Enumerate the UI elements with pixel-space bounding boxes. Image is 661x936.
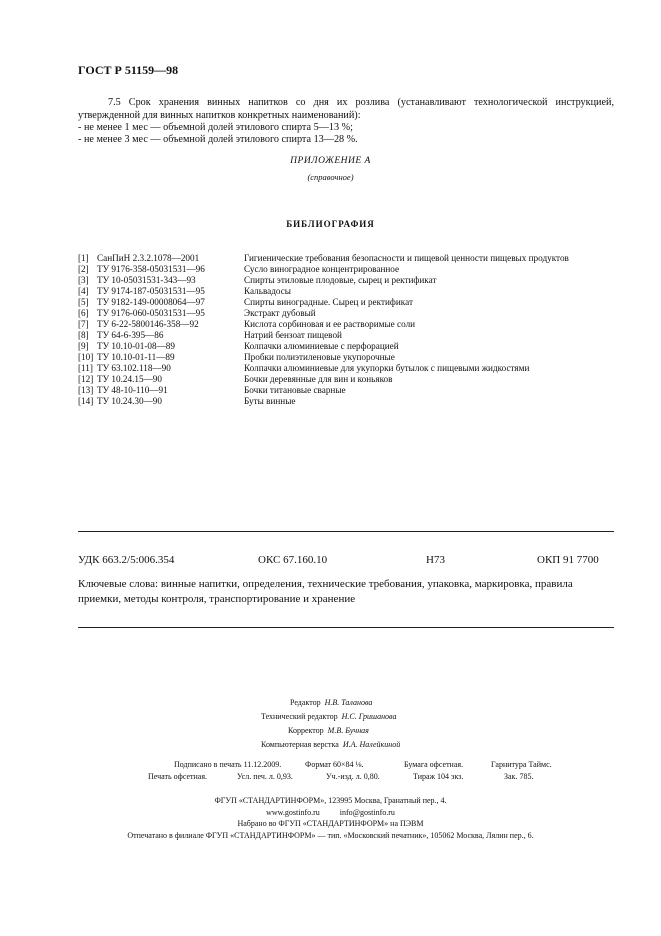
bibliography-code: ТУ 48-10-110—91 — [97, 385, 168, 395]
bibliography-code: ТУ 9176-358-05031531—96 — [97, 264, 205, 274]
bibliography-number: [5] — [78, 297, 89, 307]
bibliography-number: [1] — [78, 253, 89, 263]
print-run: Тираж 104 экз. — [413, 772, 464, 781]
bibliography-code: ТУ 10.24.30—90 — [97, 396, 162, 406]
bibliography-code: ТУ 6-22-5800146-358—92 — [97, 319, 199, 329]
appendix-note: (справочное) — [307, 172, 354, 182]
paragraph-7-5: 7.5 Срок хранения винных напитков со дня их розлива (устанавливают технологической инструкцией, утвержденной для винных напитков конкретных наименований): — [78, 97, 614, 121]
bibliography-title: Бочки титановые сварные — [244, 385, 346, 395]
bibliography-item — [78, 396, 614, 407]
bibliography-number: [14] — [78, 396, 94, 406]
udk-code: УДК 663.2/5:006.354 — [78, 554, 175, 566]
publisher-block — [0, 795, 661, 841]
okp-code: ОКП 91 7700 — [537, 554, 599, 566]
divider-bottom — [78, 627, 614, 628]
bibliography-number: [3] — [78, 275, 89, 285]
bibliography-item — [78, 319, 614, 330]
keywords: Ключевые слова: винные напитки, определения, технические требования, упаковка, маркировка, правила приемки, методы контроля, транспортирование и хранение — [78, 578, 573, 605]
bibliography-code: ТУ 64-6-395—86 — [97, 330, 164, 340]
bibliography-title: Гигиенические требования безопасности и пищевой ценности пищевых продуктов — [244, 253, 569, 263]
bibliography-item — [78, 352, 614, 363]
bullet-item: - не менее 3 мес — объемной долей этилового спирта 13—28 %. — [78, 134, 358, 145]
bibliography-number: [12] — [78, 374, 94, 384]
bibliography-number: [10] — [78, 352, 94, 362]
bibliography-number: [8] — [78, 330, 89, 340]
bibliography-item — [78, 363, 614, 374]
divider-top — [78, 531, 614, 532]
bibliography-code: ТУ 9176-060-05031531—95 — [97, 308, 205, 318]
bibliography-heading: БИБЛИОГРАФИЯ — [286, 219, 375, 229]
print-paper: Бумага офсетная. — [404, 760, 464, 769]
publisher-printed: Отпечатано в филиале ФГУП «СТАНДАРТИНФОРМ» — тип. «Московский печатник», 105062 Москва, Лялин пер., 6. — [127, 830, 534, 840]
bibliography-item — [78, 264, 614, 275]
bibliography-number: [4] — [78, 286, 89, 296]
bibliography-title: Колпачки алюминиевые для укупорки бутылок с пищевыми жидкостями — [244, 363, 530, 373]
bibliography-item — [78, 308, 614, 319]
bibliography-number: [6] — [78, 308, 89, 318]
bibliography-title: Натрий бензоат пищевой — [244, 330, 342, 340]
bibliography-item — [78, 341, 614, 352]
appendix-title: ПРИЛОЖЕНИЕ А — [290, 156, 371, 166]
bibliography-item — [78, 374, 614, 385]
print-typeface: Гарнитура Таймс. — [491, 760, 552, 769]
bibliography-title: Сусло виноградное концентрированное — [244, 264, 400, 274]
bibliography-code: ТУ 10.10-01-11—89 — [97, 352, 175, 362]
document-header: ГОСТ Р 51159—98 — [78, 63, 179, 77]
bibliography-item — [78, 286, 614, 297]
publisher-address: ФГУП «СТАНДАРТИНФОРМ», 123995 Москва, Гранатный пер., 4. — [214, 796, 447, 805]
bibliography-title: Экстракт дубовый — [244, 308, 316, 318]
bibliography-number: [9] — [78, 341, 89, 351]
bibliography-code: СанПиН 2.3.2.1078—2001 — [97, 253, 200, 263]
bibliography-title: Буты винные — [244, 396, 296, 406]
bibliography-title: Пробки полиэтиленовые укупорочные — [244, 352, 395, 362]
oks-code: ОКС 67.160.10 — [258, 554, 328, 566]
print-type: Печать офсетная. — [148, 772, 208, 781]
bibliography-list — [78, 253, 614, 407]
print-pub-sheets: Уч.-изд. л. 0,80. — [326, 772, 380, 781]
bibliography-code: ТУ 10.10-01-08—89 — [97, 341, 175, 351]
bibliography-item — [78, 330, 614, 341]
bibliography-code: ТУ 10.24.15—90 — [97, 374, 162, 384]
bibliography-number: [13] — [78, 385, 94, 395]
print-format: Формат 60×84 ⅛. — [305, 760, 364, 769]
bibliography-title: Бочки деревянные для вин и коньяков — [244, 374, 393, 384]
bibliography-title: Спирты этиловые плодовые, сырец и ректификат — [244, 275, 437, 285]
bibliography-title: Кислота сорбиновая и ее растворимые соли — [244, 319, 416, 329]
print-sheets: Усл. печ. л. 0,93. — [237, 772, 293, 781]
bibliography-title: Спирты виноградные. Сырец и ректификат — [244, 297, 413, 307]
bibliography-code: ТУ 10-05031531-343—93 — [97, 275, 196, 285]
bibliography-number: [7] — [78, 319, 89, 329]
credit-layout: Компьютерная верстка И.А. Налейкиной — [261, 740, 401, 749]
publisher-web: www.gostinfo.ru info@gostinfo.ru — [266, 807, 395, 817]
bibliography-code: ТУ 9174-187-05031531—95 — [97, 286, 205, 296]
bibliography-item — [78, 253, 614, 264]
group-code: Н73 — [426, 554, 445, 566]
bibliography-item — [78, 275, 614, 286]
bibliography-number: [2] — [78, 264, 89, 274]
credit-proofreader: Корректор М.В. Бучная — [288, 726, 369, 735]
credit-tech-editor: Технический редактор Н.С. Гришанова — [261, 712, 397, 721]
print-order: Зак. 785. — [504, 772, 534, 781]
bullet-item: - не менее 1 мес — объемной долей этилового спирта 5—13 %; — [78, 122, 353, 133]
bibliography-title: Колпачки алюминиевые с перфорацией — [244, 341, 399, 351]
bibliography-number: [11] — [78, 363, 93, 373]
print-signed: Подписано в печать 11.12.2009. — [174, 760, 282, 769]
bibliography-item — [78, 385, 614, 396]
bibliography-code: ТУ 9182-149-00008064—97 — [97, 297, 205, 307]
credit-editor: Редактор Н.В. Таланова — [290, 698, 373, 707]
bibliography-title: Кальвадосы — [244, 286, 291, 296]
bibliography-code: ТУ 63.102.118—90 — [97, 363, 171, 373]
publisher-typeset: Набрано во ФГУП «СТАНДАРТИНФОРМ» на ПЭВМ — [237, 819, 424, 828]
bibliography-item — [78, 297, 614, 308]
